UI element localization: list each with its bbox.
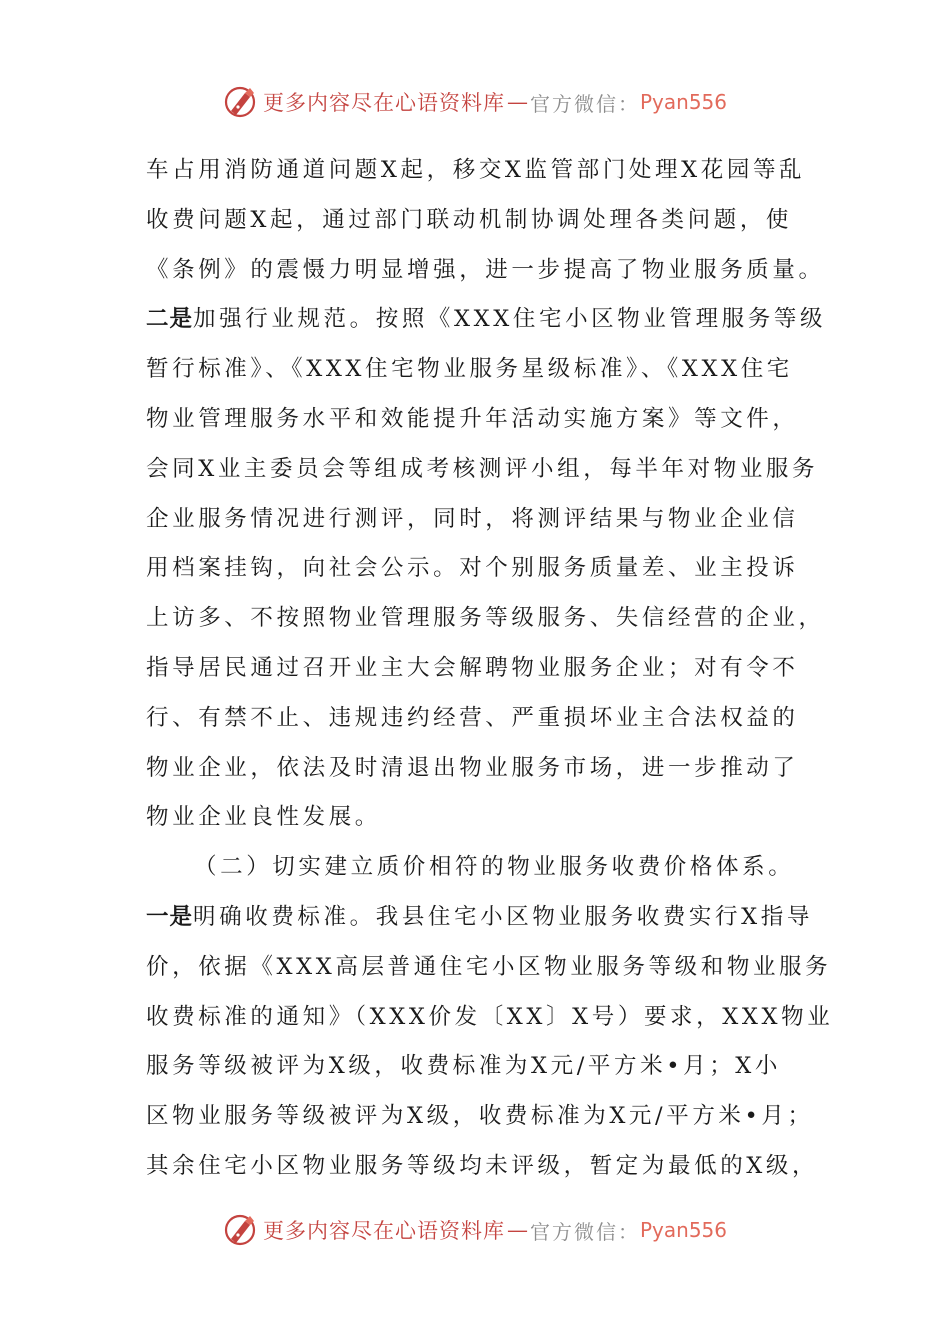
- watermark-dash: —: [506, 90, 528, 114]
- text-line: [146, 694, 826, 744]
- text-line-content: 物业管理服务水平和效能提升年活动实施方案》等文件，: [146, 405, 799, 432]
- text-line-content: 物业企业良性发展。: [146, 804, 381, 831]
- text-line: [146, 544, 826, 594]
- text-line-content: 其余住宅小区物业服务等级均未评级，暂定为最低的X级，: [146, 1152, 819, 1179]
- text-line-content: 服务等级被评为X级，收费标准为X元/平方米•月；X小: [146, 1053, 782, 1080]
- text-line-content: 指导居民通过召开业主大会解聘物业服务企业；对有令不: [146, 654, 799, 681]
- text-line: [146, 1042, 826, 1092]
- text-line-content: 用档案挂钩，向社会公示。对个别服务质量差、业主投诉: [146, 555, 799, 582]
- text-line-content: 明确收费标准。我县住宅小区物业服务收费实行X指导: [193, 903, 813, 930]
- watermark-wechat-id: Pyan556: [639, 90, 727, 114]
- text-line-content: 暂行标准》、《XXX住宅物业服务星级标准》、《XXX住宅: [146, 356, 793, 383]
- text-line-content: （二）切实建立质价相符的物业服务收费价格体系。: [194, 854, 795, 881]
- watermark-dash: —: [506, 1218, 528, 1242]
- footer-watermark-banner: [0, 1208, 950, 1252]
- text-line: [146, 893, 826, 943]
- text-line: [146, 196, 826, 246]
- pen-nib-logo-icon: [223, 1212, 259, 1248]
- watermark-wechat-label: 官方微信：: [529, 91, 640, 116]
- text-line-content: 企业服务情况进行测评，同时，将测评结果与物业企业信: [146, 505, 799, 532]
- text-line: [146, 843, 826, 893]
- text-line-content: 区物业服务等级被评为X级，收费标准为X元/平方米•月；: [146, 1103, 814, 1130]
- text-line-content: 价，依据《XXX高层普通住宅小区物业服务等级和物业服务: [146, 953, 832, 980]
- text-line: [146, 395, 826, 445]
- document-body: [146, 146, 834, 1192]
- text-line: [146, 445, 826, 495]
- text-line: [146, 744, 826, 794]
- text-line-content: 加强行业规范。按照《XXX住宅小区物业管理服务等级: [193, 306, 827, 333]
- text-line: [146, 1092, 826, 1142]
- text-line-content: 行、有禁不止、违规违约经营、严重损坏业主合法权益的: [146, 704, 799, 731]
- text-line: [146, 345, 826, 395]
- text-line: [146, 146, 826, 196]
- list-lead-marker: 一是: [146, 903, 194, 930]
- text-line-content: 收费标准的通知》（XXX价发〔XX〕X号）要求，XXX物业: [146, 1003, 834, 1030]
- text-line: [146, 793, 826, 843]
- text-line: [146, 943, 832, 993]
- text-line: [146, 1142, 826, 1192]
- pen-nib-logo-icon: [223, 84, 259, 120]
- text-line: [146, 246, 826, 296]
- watermark-site-text: 更多内容尽在心语资料库: [262, 91, 505, 115]
- text-line-content: 物业企业，依法及时清退出物业服务市场，进一步推动了: [146, 754, 799, 781]
- text-line-content: 会同X业主委员会等组成考核测评小组，每半年对物业服务: [146, 455, 819, 482]
- text-line: [146, 295, 826, 345]
- watermark-site-text: 更多内容尽在心语资料库: [262, 1219, 505, 1243]
- text-line: [146, 993, 834, 1043]
- text-line: [146, 495, 826, 545]
- text-line-content: 上访多、不按照物业管理服务等级服务、失信经营的企业，: [146, 605, 825, 632]
- text-line-content: 车占用消防通道问题X起，移交X监管部门处理X花园等乱: [146, 157, 806, 183]
- watermark-wechat-id: Pyan556: [639, 1218, 727, 1242]
- watermark-wechat-label: 官方微信：: [529, 1219, 640, 1244]
- text-line: [146, 594, 826, 644]
- list-lead-marker: 二是: [146, 306, 194, 333]
- text-line-content: 收费问题X起，通过部门联动机制协调处理各类问题，使: [146, 206, 793, 233]
- text-line: [146, 644, 826, 694]
- header-watermark-banner: [0, 80, 950, 124]
- text-line-content: 《条例》的震慑力明显增强，进一步提高了物业服务质量。: [146, 256, 825, 283]
